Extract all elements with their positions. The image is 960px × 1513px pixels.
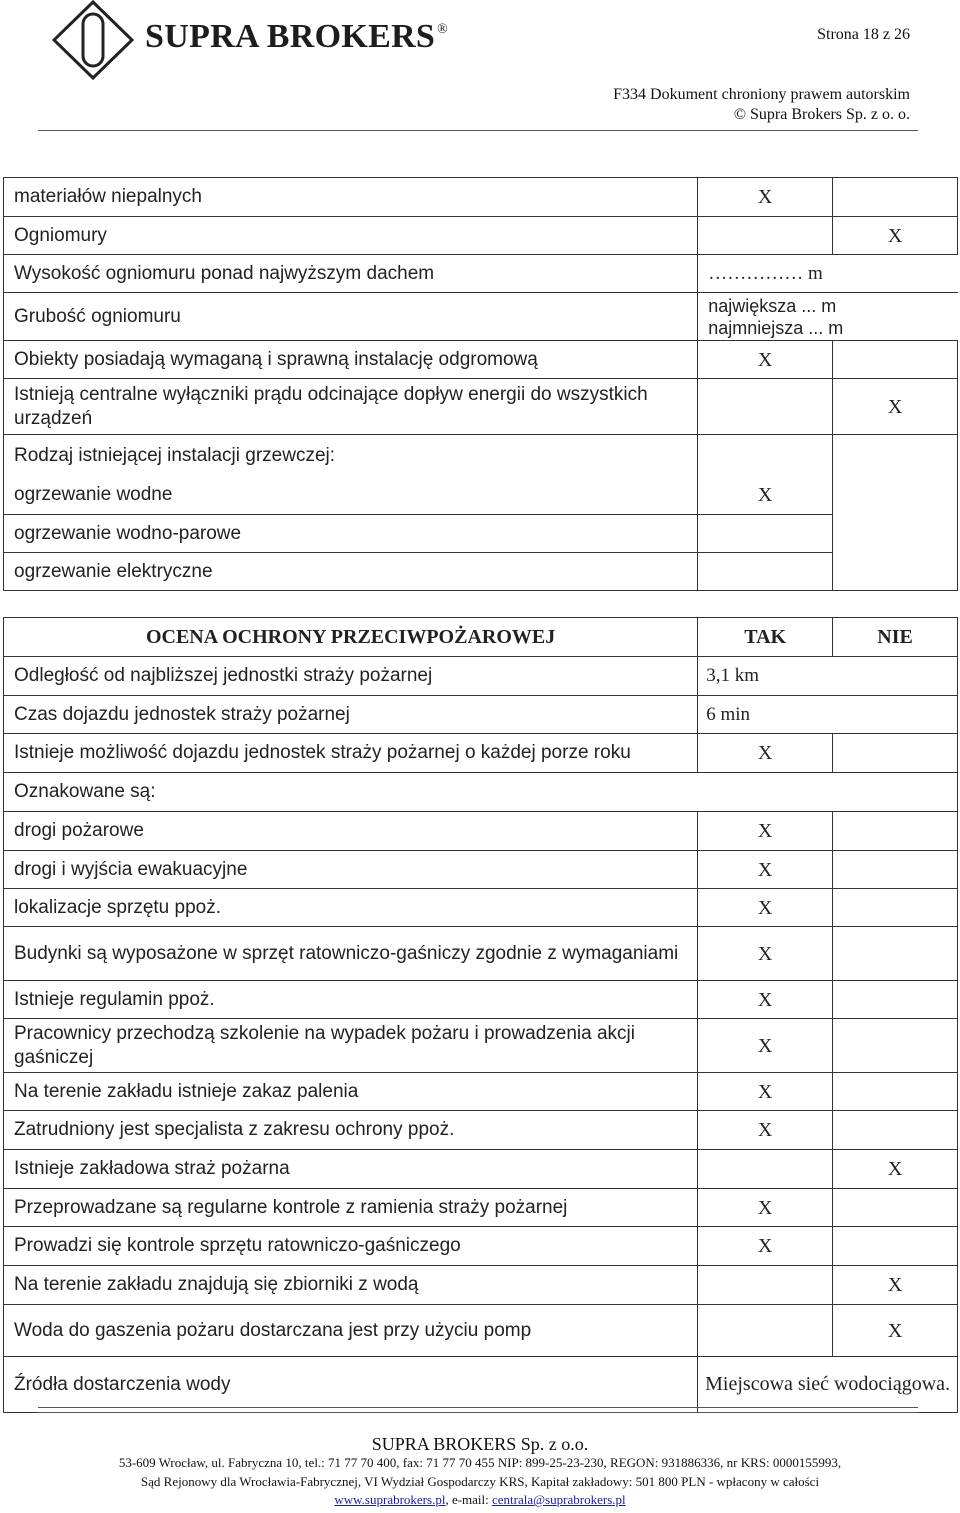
row-label: Budynki są wyposażone w sprzęt ratowniczo-gaśniczy zgodnie z wymaganiami xyxy=(4,927,698,981)
table-row xyxy=(4,178,958,217)
thickness-min: najmniejsza ... m xyxy=(708,317,844,338)
tak-cell: X xyxy=(698,178,833,217)
row-label: ogrzewanie wodno-parowe xyxy=(4,515,698,553)
tak-cell: X xyxy=(698,889,833,927)
nie-cell xyxy=(833,734,958,773)
height-value: …………… m xyxy=(698,255,958,293)
nie-cell: X xyxy=(833,217,958,255)
brand-name: SUPRA BROKERS ® xyxy=(145,18,449,55)
construction-table xyxy=(3,177,958,591)
footer-divider xyxy=(38,1412,918,1413)
tak-cell: X xyxy=(698,981,833,1019)
table-row xyxy=(4,217,958,255)
water-source-value: Miejscowa sieć wodociągowa. xyxy=(698,1357,958,1413)
tak-cell: X xyxy=(698,927,833,981)
table-row xyxy=(4,981,958,1019)
table-row xyxy=(4,734,958,773)
table-row xyxy=(4,1019,958,1073)
row-label: Czas dojazdu jednostek straży pożarnej xyxy=(4,696,698,734)
copyright-notice: © Supra Brokers Sp. z o. o. xyxy=(733,106,910,123)
nie-cell xyxy=(833,341,958,379)
tak-cell xyxy=(698,553,833,591)
row-label: drogi i wyjścia ewakuacyjne xyxy=(4,851,698,889)
nie-cell: X xyxy=(833,1305,958,1357)
tak-cell: X xyxy=(698,734,833,773)
table-row xyxy=(4,341,958,379)
nie-cell xyxy=(833,927,958,981)
tak-cell: X xyxy=(698,341,833,379)
nie-cell xyxy=(833,178,958,217)
email-link[interactable]: centrala@suprabrokers.pl xyxy=(492,1492,626,1507)
tak-cell: X xyxy=(698,1019,833,1073)
time-value: 6 min xyxy=(698,696,958,734)
tak-cell: X xyxy=(698,1189,833,1227)
footer-contact xyxy=(0,1492,960,1508)
table-row xyxy=(4,1357,958,1413)
tak-cell xyxy=(698,1266,833,1305)
tak-cell xyxy=(698,1150,833,1189)
distance-value: 3,1 km xyxy=(698,657,958,696)
table-row xyxy=(4,435,958,477)
row-label: Zatrudniony jest specjalista z zakresu ochrony ppoż. xyxy=(4,1111,698,1150)
row-label: ogrzewanie wodne xyxy=(4,477,698,515)
table-row xyxy=(4,927,958,981)
email-label: , e-mail: xyxy=(445,1492,493,1507)
row-label: Prowadzi się kontrole sprzętu ratowniczo-gaśniczego xyxy=(4,1227,698,1266)
footer-divider xyxy=(38,1407,918,1408)
tak-cell: X xyxy=(698,812,833,851)
table-row xyxy=(4,553,958,591)
table-row xyxy=(4,477,958,515)
row-label: Istnieje regulamin ppoż. xyxy=(4,981,698,1019)
row-label: Woda do gaszenia pożaru dostarczana jest przy użyciu pomp xyxy=(4,1305,698,1357)
nie-cell: X xyxy=(833,1266,958,1305)
footer-company: SUPRA BROKERS Sp. z o.o. xyxy=(371,1434,589,1454)
table-header-row xyxy=(4,618,958,657)
tak-cell: X xyxy=(698,1073,833,1111)
tak-cell xyxy=(698,515,833,553)
nie-cell xyxy=(833,435,958,591)
row-label: Pracownicy przechodzą szkolenie na wypadek pożaru i prowadzenia akcji gaśniczej xyxy=(4,1019,698,1073)
row-label: Istnieje zakładowa straż pożarna xyxy=(4,1150,698,1189)
row-label: Istnieją centralne wyłączniki prądu odcinające dopływ energii do wszystkich urządzeń xyxy=(4,379,698,435)
nie-cell xyxy=(833,981,958,1019)
row-label: Ogniomury xyxy=(4,217,698,255)
tak-cell: X xyxy=(698,1111,833,1150)
tak-cell: X xyxy=(698,851,833,889)
page-number: Strona 18 z 26 xyxy=(817,26,910,43)
fire-protection-table xyxy=(3,617,958,1413)
row-label: Na terenie zakładu istnieje zakaz palenia xyxy=(4,1073,698,1111)
row-label: lokalizacje sprzętu ppoż. xyxy=(4,889,698,927)
table-row xyxy=(4,851,958,889)
row-label: Na terenie zakładu znajdują się zbiorniki z wodą xyxy=(4,1266,698,1305)
thickness-max: największa ... m xyxy=(708,295,837,316)
row-label: materiałów niepalnych xyxy=(4,178,698,217)
table-row xyxy=(4,1266,958,1305)
row-label: Obiekty posiadają wymaganą i sprawną instalację odgromową xyxy=(4,341,698,379)
row-label: drogi pożarowe xyxy=(4,812,698,851)
row-label: Grubość ogniomuru xyxy=(4,293,698,341)
table-row xyxy=(4,1150,958,1189)
nie-cell xyxy=(833,1073,958,1111)
row-label: Odległość od najbliższej jednostki straży pożarnej xyxy=(4,657,698,696)
row-label: Oznakowane są: xyxy=(4,773,958,812)
table-row xyxy=(4,293,958,341)
document-code: F334 Dokument chroniony prawem autorskim xyxy=(613,86,910,103)
nie-cell xyxy=(833,1111,958,1150)
table-row xyxy=(4,657,958,696)
row-label: Przeprowadzane są regularne kontrole z ramienia straży pożarnej xyxy=(4,1189,698,1227)
table-title: OCENA OCHRONY PRZECIWPOŻAROWEJ xyxy=(4,618,698,657)
nie-cell xyxy=(833,889,958,927)
footer-registration: Sąd Rejonowy dla Wrocławia-Fabrycznej, VI Wydział Gospodarczy KRS, Kapitał zakładowy: 501 800 PLN - wpłacony w całości xyxy=(140,1474,820,1489)
row-label: ogrzewanie elektryczne xyxy=(4,553,698,591)
nie-cell xyxy=(833,812,958,851)
nie-cell: X xyxy=(833,1150,958,1189)
footer-address: 53-609 Wrocław, ul. Fabryczna 10, tel.: 71 77 70 400, fax: 71 77 70 455 NIP: 899-25-23-230, REGON: 931886336, nr KRS: 0000155993, xyxy=(118,1455,842,1470)
tak-cell xyxy=(698,379,833,435)
table-row xyxy=(4,1227,958,1266)
table-row xyxy=(4,773,958,812)
nie-cell xyxy=(833,1019,958,1073)
table-row xyxy=(4,812,958,851)
tak-cell: X xyxy=(698,1227,833,1266)
tak-cell: X xyxy=(698,477,833,515)
col-tak: TAK xyxy=(698,618,833,657)
header-divider xyxy=(38,130,918,131)
row-label: Istnieje możliwość dojazdu jednostek straży pożarnej o każdej porze roku xyxy=(4,734,698,773)
table-row xyxy=(4,379,958,435)
nie-cell xyxy=(833,1227,958,1266)
website-link[interactable]: www.suprabrokers.pl xyxy=(334,1492,446,1507)
table-row xyxy=(4,255,958,293)
company-logo xyxy=(52,0,134,80)
table-row xyxy=(4,696,958,734)
table-row xyxy=(4,889,958,927)
row-label: Źródła dostarczenia wody xyxy=(4,1357,698,1413)
table-row xyxy=(4,1073,958,1111)
tak-cell xyxy=(698,217,833,255)
table-row xyxy=(4,515,958,553)
col-nie: NIE xyxy=(833,618,958,657)
table-row xyxy=(4,1189,958,1227)
tak-cell xyxy=(698,435,833,477)
table-row xyxy=(4,1111,958,1150)
nie-cell xyxy=(833,1189,958,1227)
tak-cell xyxy=(698,1305,833,1357)
row-label: Wysokość ogniomuru ponad najwyższym dachem xyxy=(4,255,698,293)
nie-cell xyxy=(833,851,958,889)
nie-cell: X xyxy=(833,379,958,435)
row-label: Rodzaj istniejącej instalacji grzewczej: xyxy=(4,435,698,477)
table-row xyxy=(4,1305,958,1357)
thickness-values xyxy=(698,293,958,341)
